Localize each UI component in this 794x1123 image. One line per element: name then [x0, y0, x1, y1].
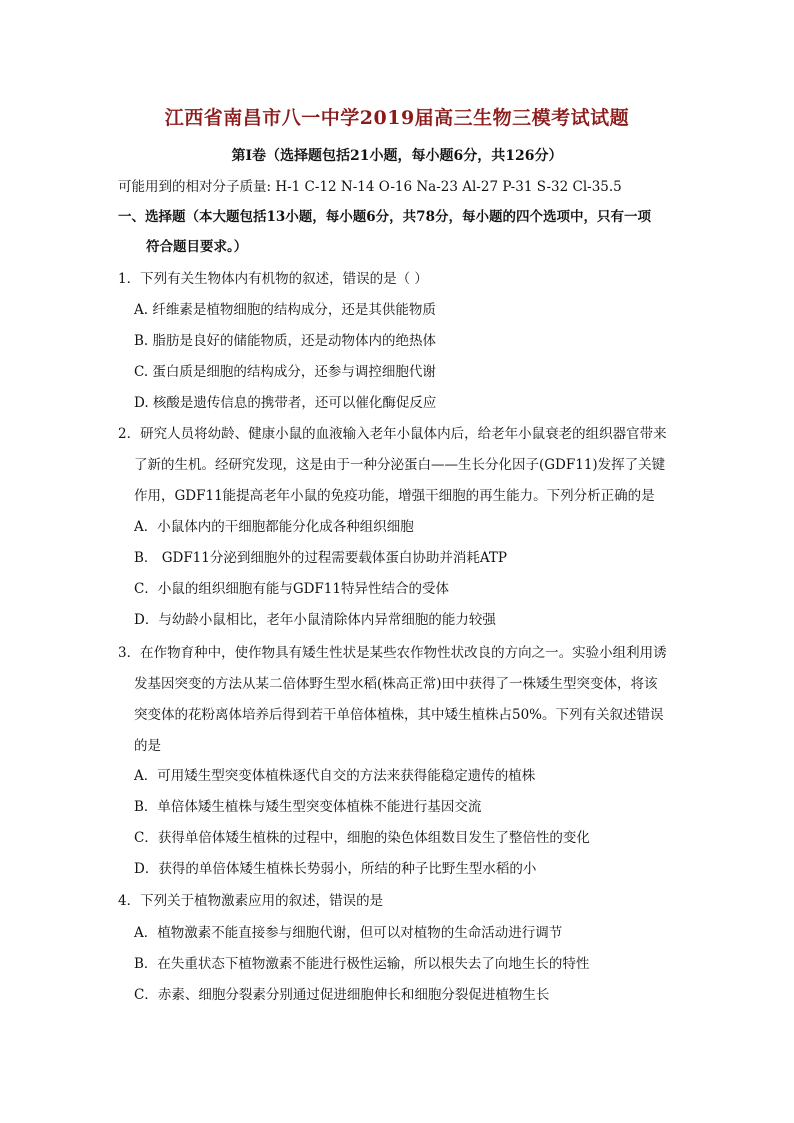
question-3-option-b: B．单倍体矮生植株与矮生型突变体植株不能进行基因交流 [134, 799, 482, 815]
question-3-option-c: C．获得单倍体矮生植株的过程中，细胞的染色体组数目发生了整倍性的变化 [134, 830, 590, 846]
question-2-stem: 了新的生机。经研究发现，这是由于一种分泌蛋白——生长分化因子(GDF11)发挥了关键 [134, 457, 666, 473]
question-3-option-a: A．可用矮生型突变体植株逐代自交的方法来获得能稳定遗传的植株 [134, 768, 536, 784]
question-4-option-b: B．在失重状态下植物激素不能进行极性运输，所以根失去了向地生长的特性 [134, 956, 590, 972]
page-title: 江西省南昌市八一中学2019届高三生物三模考试试题 [164, 107, 630, 129]
question-3-option-d: D．获得的单倍体矮生植株长势弱小，所结的种子比野生型水稻的小 [134, 861, 537, 877]
section-heading: 一、选择题（本大题包括13小题，每小题6分，共78分，每小题的四个选项中，只有一项 [118, 209, 651, 225]
question-1-option-c: C. 蛋白质是细胞的结构成分，还参与调控细胞代谢 [134, 364, 436, 380]
question-2-stem: 作用，GDF11能提高老年小鼠的免疫功能，增强干细胞的再生能力。下列分析正确的是 [134, 488, 655, 504]
question-1-option-d: D. 核酸是遗传信息的携带者，还可以催化酶促反应 [134, 395, 437, 411]
section-subtitle: 第Ⅰ卷（选择题包括21小题，每小题6分，共126分） [231, 148, 563, 164]
atomic-mass-line: 可能用到的相对分子质量: H-1 C-12 N-14 O-16 Na-23 Al-27 P-31 S-32 Cl-35.5 [118, 179, 622, 195]
question-2-stem: 2．研究人员将幼龄、健康小鼠的血液输入老年小鼠体内后，给老年小鼠衰老的组织器官带来 [118, 426, 667, 442]
question-1-option-b: B. 脂肪是良好的储能物质，还是动物体内的绝热体 [134, 333, 437, 349]
question-2-option-a: A．小鼠体内的干细胞都能分化成各种组织细胞 [134, 519, 414, 535]
question-4-option-a: A．植物激素不能直接参与细胞代谢，但可以对植物的生命活动进行调节 [134, 925, 563, 941]
question-3-stem: 的是 [134, 738, 161, 754]
question-2-option-d: D．与幼龄小鼠相比，老年小鼠清除体内异常细胞的能力较强 [134, 612, 496, 628]
question-3-stem: 突变体的花粉离体培养后得到若干单倍体植株，其中矮生植株占50%。下列有关叙述错误 [134, 707, 664, 723]
question-4-stem: 4．下列关于植物激素应用的叙述，错误的是 [118, 893, 384, 909]
question-3-stem: 发基因突变的方法从某二倍体野生型水稻(株高正常)田中获得了一株矮生型突变体，将该 [134, 676, 658, 692]
question-1-option-a: A. 纤维素是植物细胞的结构成分，还是其供能物质 [134, 302, 436, 318]
question-1-stem: 1．下列有关生物体内有机物的叙述，错误的是（ ） [118, 271, 428, 287]
question-3-stem: 3．在作物育种中，使作物具有矮生性状是某些农作物性状改良的方向之一。实验小组利用诱 [118, 645, 667, 661]
question-2-option-b: B． GDF11分泌到细胞外的过程需要载体蛋白协助并消耗ATP [134, 550, 507, 566]
question-2-option-c: C．小鼠的组织细胞有能与GDF11特异性结合的受体 [134, 581, 449, 597]
section-heading-cont: 符合题目要求。） [146, 239, 248, 255]
question-4-option-c: C．赤素、细胞分裂素分别通过促进细胞伸长和细胞分裂促进植物生长 [134, 987, 550, 1003]
